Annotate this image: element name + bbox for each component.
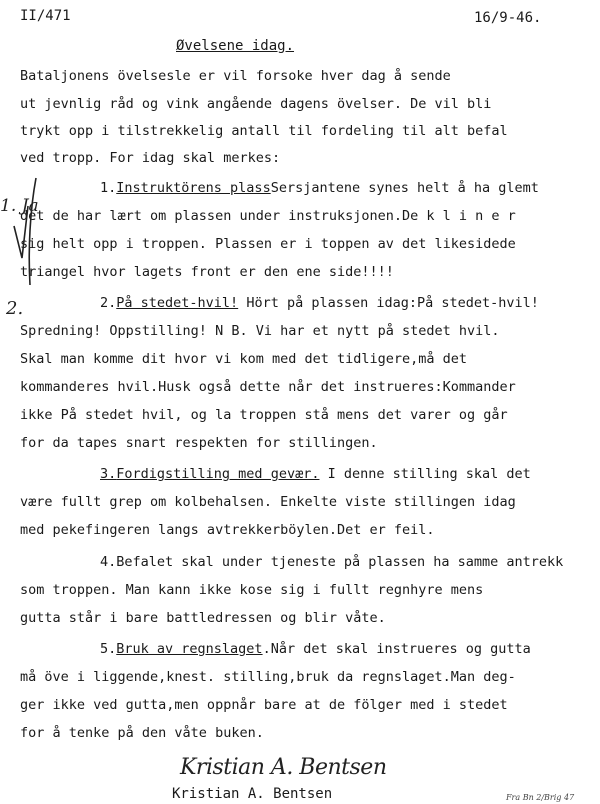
document-date: 16/9-46.	[474, 10, 542, 26]
text-line: Bataljonens övelsesle er vil forsoke hver dag å sende	[20, 68, 451, 84]
text-line: Skal man komme dit hvor vi kom med det tidligere,må det	[20, 351, 468, 367]
text-line: gutta står i bare battledressen og blir våte.	[20, 610, 386, 626]
text-line: ikke På stedet hvil, og la troppen stå mens det varer og går	[20, 407, 508, 423]
text-line: triangel hvor lagets front er den ene side!!!!	[20, 264, 394, 280]
text-line: ved tropp. For idag skal merkes:	[20, 150, 281, 166]
item-number: 1.	[100, 180, 117, 196]
item-number: 3.	[100, 466, 117, 482]
text-line: .Når det skal instrueres og gutta	[262, 641, 531, 657]
text-line: være fullt grep om kolbehalsen. Enkelte viste stillingen idag	[20, 494, 516, 510]
text-line: Hört på plassen idag:På stedet-hvil!	[238, 295, 539, 311]
text-line: ger ikke ved gutta,men oppnår bare at de fölger med i stedet	[20, 697, 508, 713]
reference-number: II/471	[20, 8, 71, 24]
text-line: for å tenke på den våte buken.	[20, 725, 264, 741]
text-line: kommanderes hvil.Husk også dette når det instrueres:Kommander	[20, 379, 516, 395]
item-heading: Fordigstilling med gevær.	[116, 466, 320, 482]
margin-note-1: 1. Ja	[0, 196, 39, 216]
item-number: 2.	[100, 295, 117, 311]
margin-note-2: 2.	[6, 298, 24, 319]
text-line: trykt opp i tilstrekkelig antall til fordeling til alt befal	[20, 123, 508, 139]
handwritten-signature: Kristian A. Bentsen	[180, 755, 387, 780]
text-line: med pekefingeren langs avtrekkerböylen.Det er feil.	[20, 522, 435, 538]
text-line: sig helt opp i troppen. Plassen er i toppen av det likesidede	[20, 236, 516, 252]
typed-signature: Kristian A. Bentsen	[172, 786, 333, 802]
text-line: som troppen. Man kann ikke kose sig i fullt regnhyre mens	[20, 582, 484, 598]
archive-stamp: Fra Bn 2/Brig 47	[506, 793, 575, 802]
item-number: 5.	[100, 641, 117, 657]
item-heading: Instruktörens plass	[116, 180, 271, 196]
document-title: Øvelsene idag.	[176, 38, 295, 54]
item-heading: Bruk av regnslaget	[116, 641, 263, 657]
text-line: for da tapes snart respekten for stillingen.	[20, 435, 378, 451]
item-heading: På stedet-hvil!	[116, 295, 239, 311]
text-line: Sersjantene synes helt å ha glemt	[270, 180, 539, 196]
text-line: ut jevnlig råd og vink angående dagens övelser. De vil bli	[20, 96, 492, 112]
text-line: Spredning! Oppstilling! N B. Vi har et nytt på stedet hvil.	[20, 323, 500, 339]
item-number: 4.	[100, 554, 117, 570]
text-line: Befalet skal under tjeneste på plassen ha samme antrekk	[116, 554, 564, 570]
text-line: det de har lært om plassen under instruksjonen.De k l i n e r	[20, 208, 516, 224]
text-line: må öve i liggende,knest. stilling,bruk da regnslaget.Man deg-	[20, 669, 516, 685]
text-line: I denne stilling skal det	[319, 466, 531, 482]
